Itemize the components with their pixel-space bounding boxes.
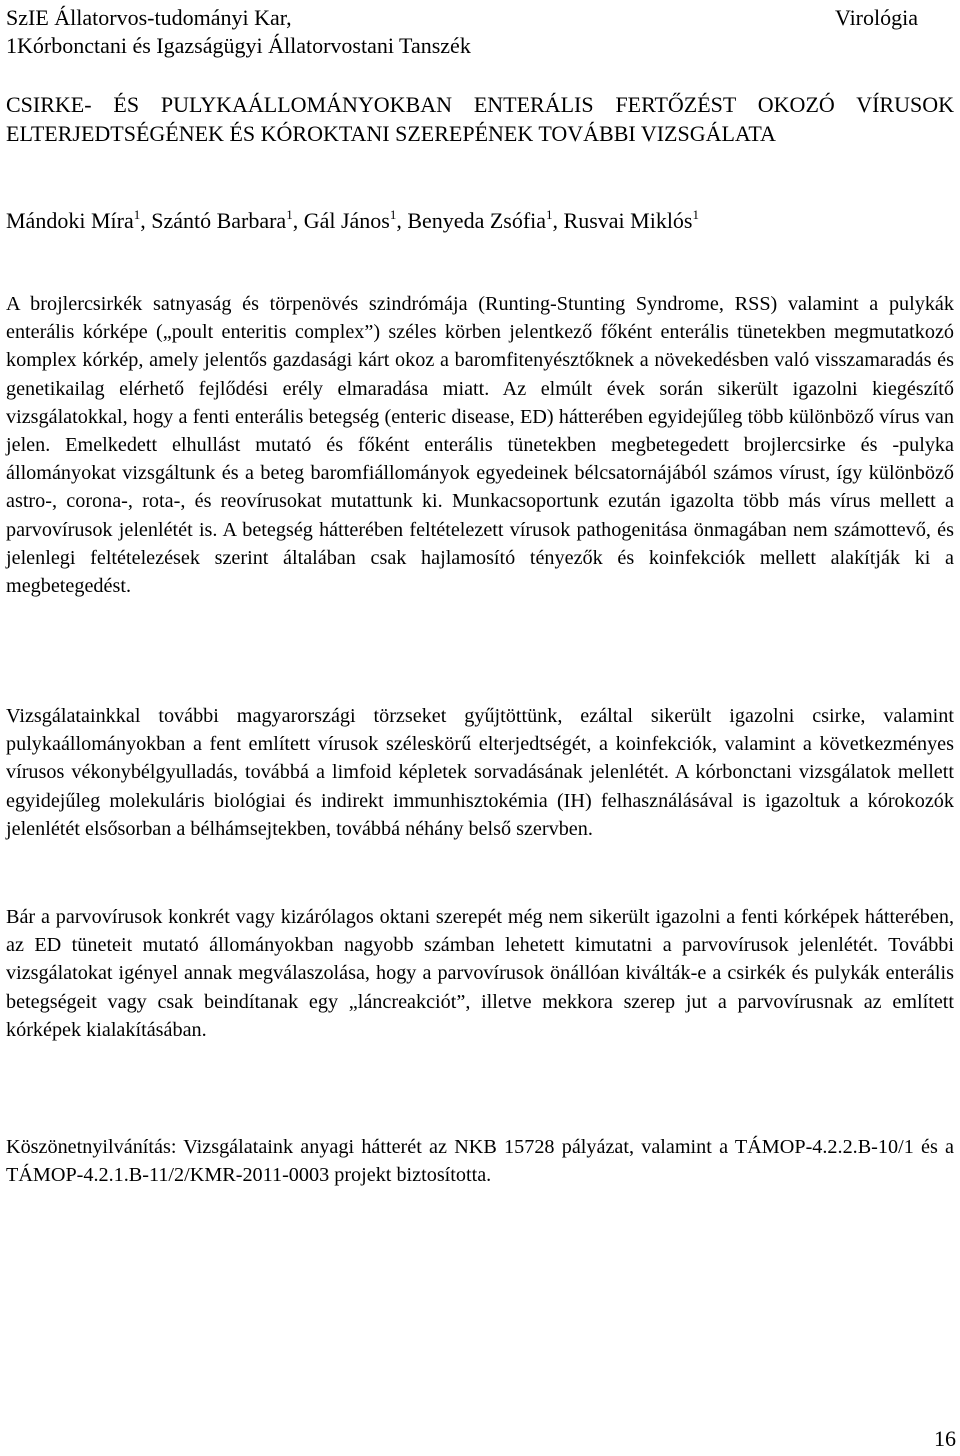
subject-label: Virológia: [835, 5, 918, 30]
institution-name: SzIE Állatorvos-tudományi Kar,: [6, 5, 292, 30]
abstract-paragraph-3: Bár a parvovírusok konkrét vagy kizárólagos oktani szerepét még nem sikerült igazolni a fenti kórképek hátterében, az ED tüneteit mutató állományokban nagyobb számban lehetett kimutatni a parvovírusok jelenlétét. További vizsgálatokat igényel annak megválaszolása, hogy a parvovírusok önállóan kiválták-e a csirkék és pulykák enterális betegségeit vagy csak beindítanak egy „láncreakciót”, illetve mekkora szerep jut a parvovírusnak az említett kórképek kialakításában.: [6, 906, 954, 1041]
document-title: CSIRKE- ÉS PULYKAÁLLOMÁNYOKBAN ENTERÁLIS FERTŐZÉST OKOZÓ VÍRUSOK ELTERJEDTSÉGÉNEK ÉS KÓROKTANI SZEREPÉNEK TOVÁBBI VIZSGÁLATA: [6, 92, 954, 146]
author-affiliation: 1: [286, 207, 293, 222]
abstract-paragraph-1: A brojlercsirkék satnyaság és törpenövés szindrómája (Runting-Stunting Syndrome, RSS) valamint a pulykák enterális kórképe („poult enteritis complex”) széles körben jelentkező főként enterális tünetekben megmutatkozó komplex kórkép, amely jelentős gazdasági kárt okoz a baromfitenyésztőknek a növekedésben való visszamaradás és genetikailag elérhető fejlődési erély elmaradása miatt. Az elmúlt évek során sikerült igazolni kiegészítő vizsgálatokkal, hogy a fenti enterális betegség (enteric disease, ED) hátterében egyidejűleg több különböző vírus van jelen. Emelkedett elhullást mutató és főként enterális tünetekben megbetegedett brojlercsirke és -pulyka állományokat vizsgáltunk és a beteg baromfiállományok egyedeinek bélcsatornájából számos vírust, így különböző astro-, corona-, rota-, és reovírusokat mutattunk ki. Munkacsoportunk ezután igazolta több más vírus mellett a parvovírusok jelenlétét is. A betegség hátterében feltételezett vírusok pathogenitása önmagában nem számottevő, és jelenlegi feltételezések szerint általában csak hajlamosító tényezők és koinfekciók mellett alakítják ki a megbetegedést.: [6, 293, 954, 598]
author-name: Gál János: [303, 208, 390, 233]
author-name: Rusvai Miklós: [563, 208, 693, 233]
author-name: Szántó Barbara: [151, 208, 287, 233]
department-line: [6, 32, 471, 60]
author-affiliation: 1: [389, 207, 397, 222]
author-name: Mándoki Míra: [6, 208, 134, 233]
author-affiliation: 1: [692, 207, 699, 222]
author-separator: ,: [396, 208, 408, 233]
author-list: [6, 207, 699, 235]
author-separator: ,: [552, 208, 564, 233]
author-affiliation: 1: [133, 207, 141, 222]
abstract-paragraph-2: Vizsgálatainkkal további magyarországi törzseket gyűjtöttünk, ezáltal sikerült igazolni csirke, valamint pulykaállományokban a fent említett vírusok széleskörű elterjedtségét, a koinfekciók, valamint a következményes vírusos vékonybélgyulladás, továbbá a limfoid képletek sorvadásának jelenlétét. A kórbonctani vizsgálatok mellett egyidejűleg molekuláris biológiai és indirekt immunhisztokémia (IH) felhasználásával is igazoltuk a kórokozók jelenlétét elsősorban a bélhámsejtekben, továbbá néhány belső szervben.: [6, 705, 954, 840]
acknowledgement: Köszönetnyilvánítás: Vizsgálataink anyagi hátterét az NKB 15728 pályázat, valamint a TÁMOP-4.2.2.B-10/1 és a TÁMOP-4.2.1.B-11/2/KMR-2011-0003 projekt biztosította.: [6, 1136, 954, 1187]
author-separator: ,: [292, 208, 304, 233]
author-separator: ,: [140, 208, 152, 233]
department-mark: 1: [6, 33, 17, 58]
author-affiliation: 1: [546, 207, 553, 222]
header-affiliation: [6, 4, 471, 60]
author-name: Benyeda Zsófia: [407, 208, 547, 233]
page-number: 16: [934, 1426, 956, 1451]
department-name: Kórbonctani és Igazságügyi Állatorvostani Tanszék: [17, 33, 471, 58]
